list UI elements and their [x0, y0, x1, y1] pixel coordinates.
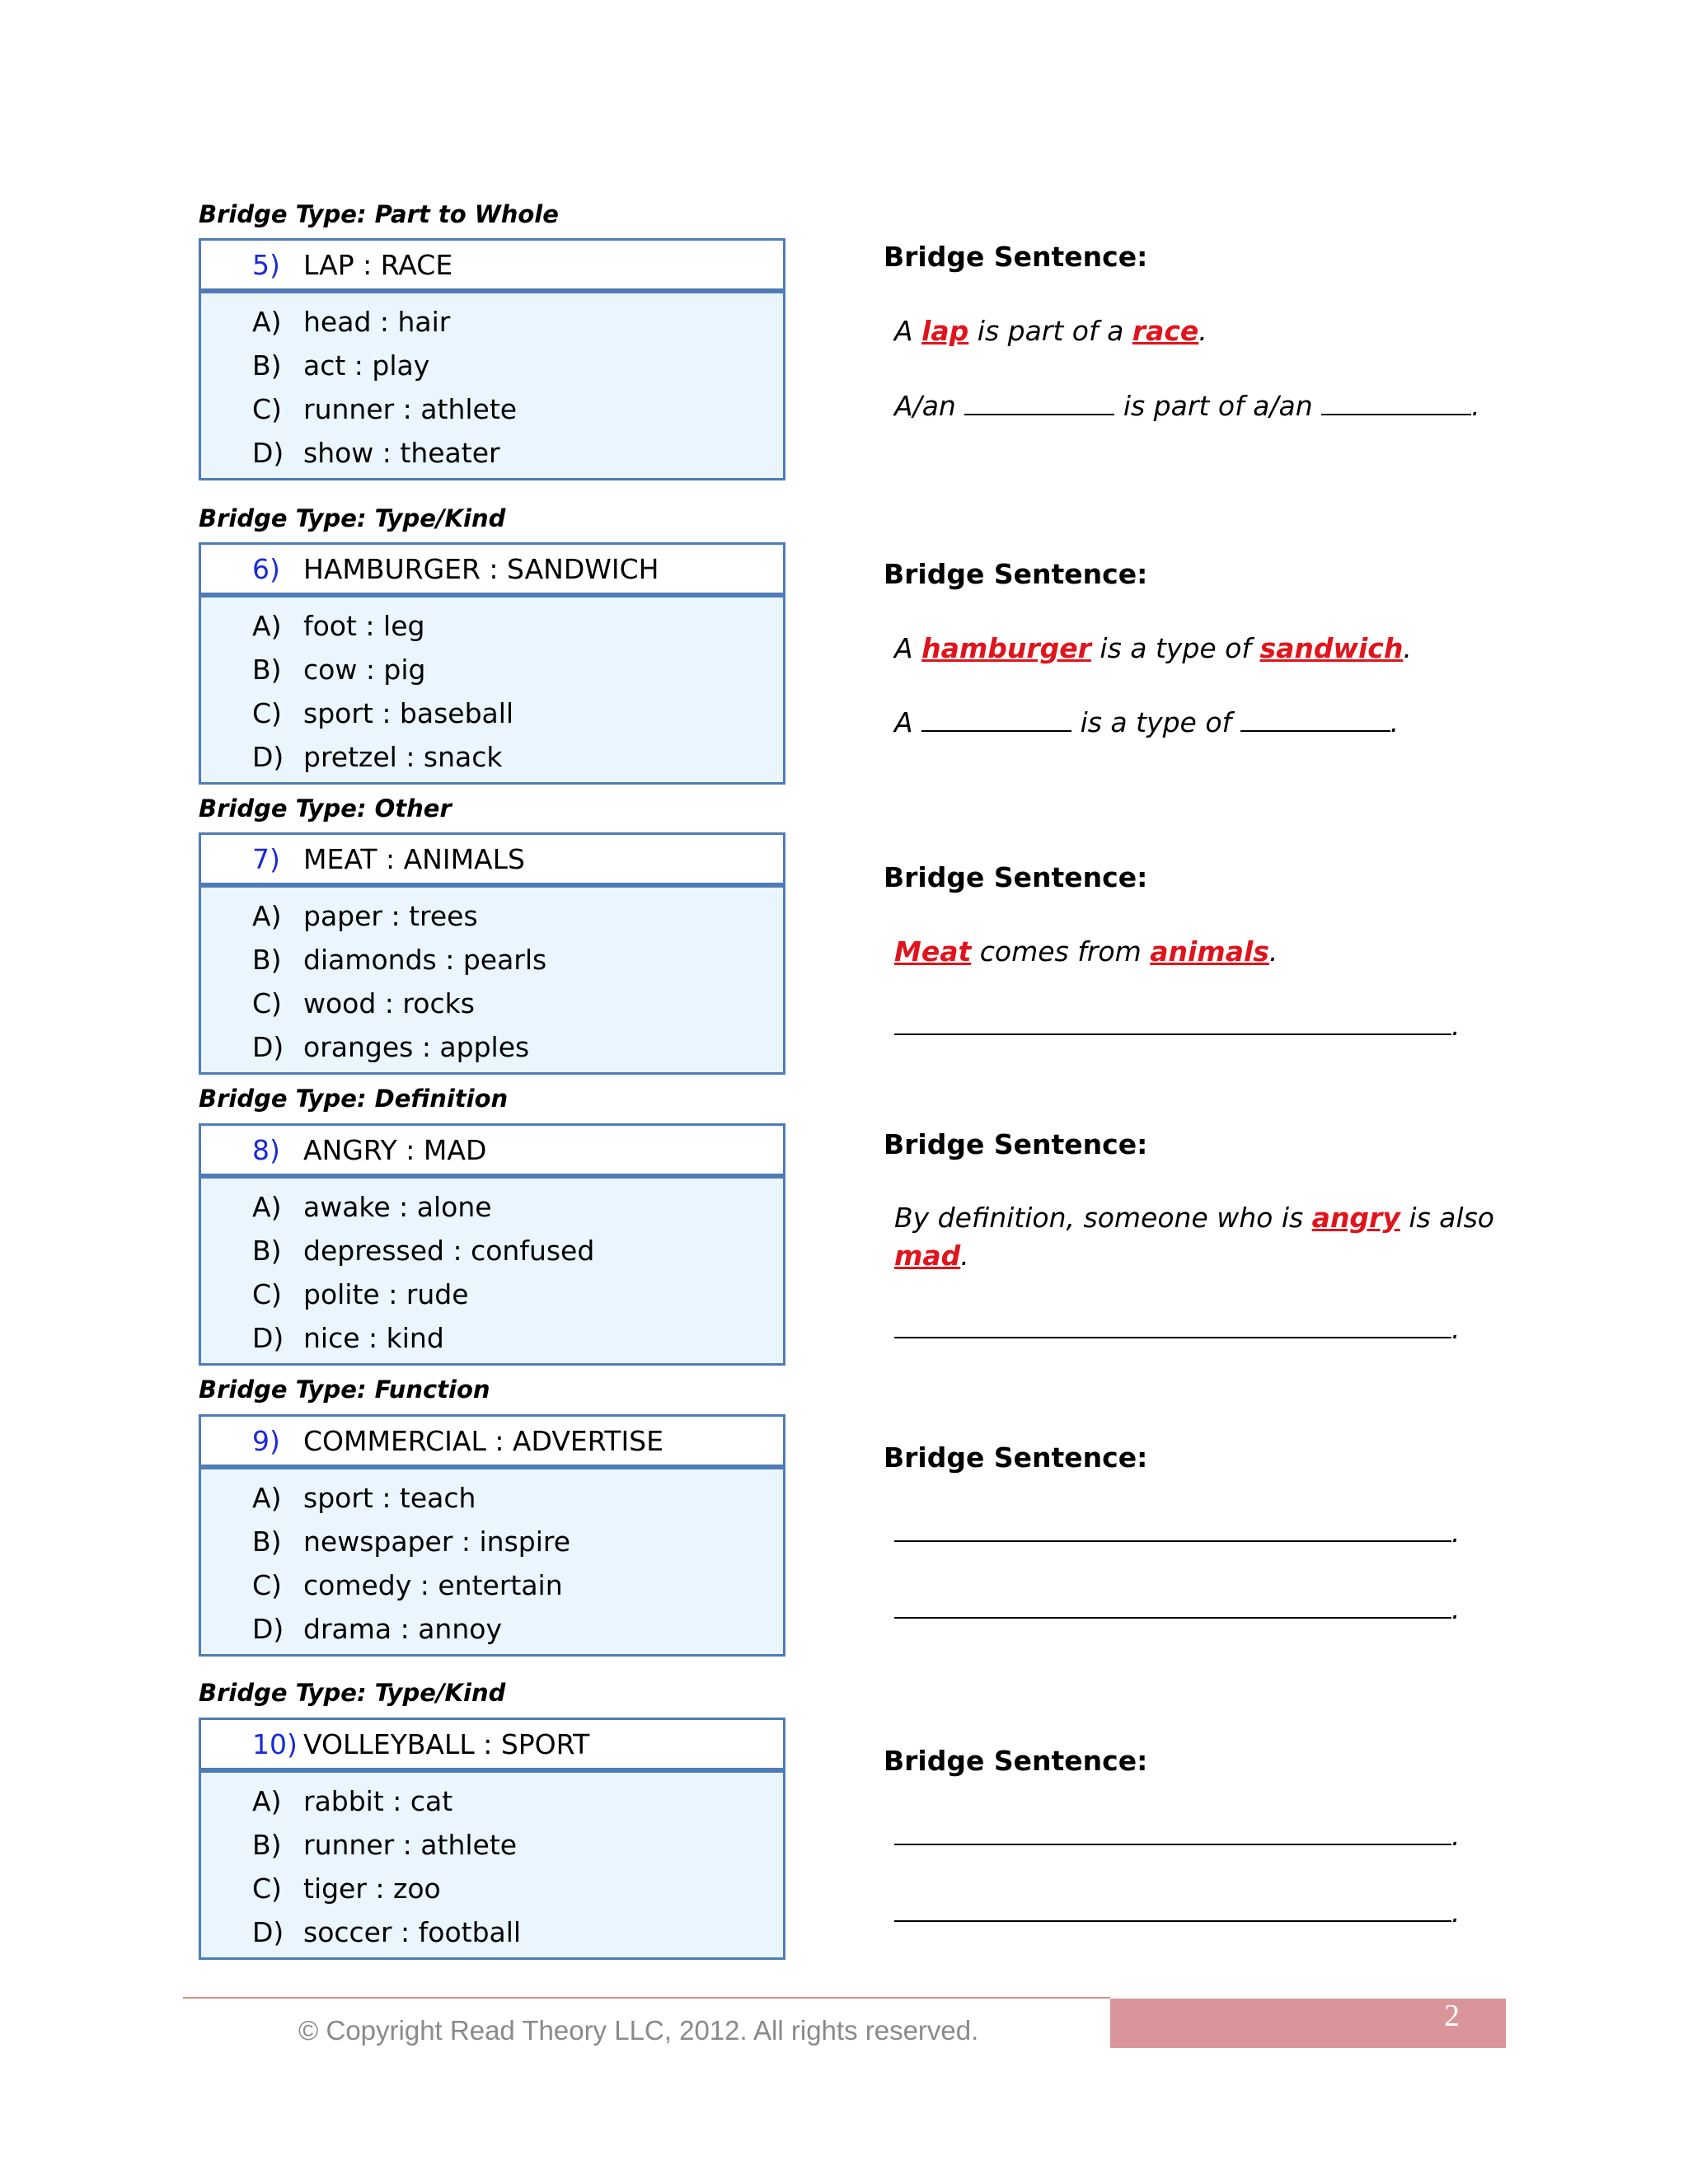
- option-text: runner : athlete: [303, 393, 518, 425]
- answer-option: [201, 344, 783, 387]
- analogy-stem: [201, 1720, 783, 1773]
- sentence-text: .: [1451, 1516, 1461, 1549]
- bridge-sentence-template: [894, 1819, 1461, 1852]
- option-text: awake : alone: [303, 1191, 492, 1223]
- analogy-box: [199, 1718, 785, 1960]
- option-letter: D): [252, 1322, 284, 1354]
- answer-option: [201, 1867, 783, 1910]
- option-letter: D): [252, 1916, 284, 1948]
- option-letter: C): [252, 1569, 282, 1601]
- bridge-sentence-heading: Bridge Sentence:: [884, 241, 1148, 273]
- answer-option: [201, 1779, 783, 1823]
- sentence-text: is part of a: [968, 315, 1132, 347]
- answer-option: [201, 1823, 783, 1867]
- bridge-sentence-example: [894, 1202, 1494, 1234]
- option-text: rabbit : cat: [303, 1785, 453, 1817]
- option-text: act : play: [303, 349, 430, 382]
- stem-pair: LAP : RACE: [303, 248, 453, 281]
- option-letter: B): [252, 1526, 282, 1558]
- option-text: cow : pig: [303, 654, 426, 686]
- sentence-text: is part of a/an: [1114, 390, 1322, 422]
- keyword: hamburger: [921, 632, 1091, 664]
- analogy-box: [199, 1123, 785, 1366]
- answer-option: [201, 1563, 783, 1607]
- option-text: nice : kind: [303, 1322, 444, 1354]
- answer-blank[interactable]: [894, 1009, 1451, 1035]
- answer-option: [201, 1025, 783, 1069]
- answer-blank[interactable]: [921, 707, 1071, 732]
- bridge-sentence-example: [894, 315, 1207, 347]
- bridge-sentence-template: [894, 1896, 1461, 1929]
- sentence-text: .: [1198, 315, 1207, 347]
- option-letter: C): [252, 1872, 282, 1905]
- bridge-type-label: Bridge Type: Part to Whole: [199, 200, 559, 228]
- bridge-sentence-template: [894, 1592, 1461, 1625]
- option-text: show : theater: [303, 437, 500, 469]
- question-number: 7): [252, 842, 280, 875]
- option-text: head : hair: [303, 306, 451, 338]
- copyright-notice: © Copyright Read Theory LLC, 2012. All rights reserved.: [298, 2015, 979, 2046]
- keyword: race: [1132, 315, 1199, 347]
- sentence-text: A: [894, 315, 922, 347]
- bridge-sentence-example: [894, 935, 1278, 968]
- answer-option: [201, 1476, 783, 1520]
- answer-option: [201, 735, 783, 779]
- option-text: runner : athlete: [303, 1829, 518, 1861]
- answer-option: [201, 1185, 783, 1229]
- analogy-box: [199, 1414, 785, 1657]
- option-letter: C): [252, 987, 282, 1019]
- option-letter: B): [252, 349, 282, 382]
- bridge-sentence-heading: Bridge Sentence:: [884, 558, 1148, 590]
- option-text: sport : teach: [303, 1482, 476, 1514]
- option-text: soccer : football: [303, 1916, 522, 1948]
- answer-option: [201, 1520, 783, 1563]
- keyword: animals: [1150, 935, 1269, 968]
- bridge-type-label: Bridge Type: Definition: [199, 1085, 509, 1113]
- stem-pair: MEAT : ANIMALS: [303, 842, 525, 875]
- answer-blank[interactable]: [894, 1516, 1451, 1542]
- answer-blank[interactable]: [1321, 391, 1471, 415]
- answer-option: [201, 894, 783, 938]
- bridge-type-label: Bridge Type: Function: [199, 1376, 490, 1404]
- option-letter: D): [252, 437, 284, 469]
- bridge-sentence-template: [894, 1516, 1461, 1549]
- answer-blank[interactable]: [964, 391, 1114, 415]
- option-text: diamonds : pearls: [303, 944, 547, 976]
- bridge-sentence-example: [894, 632, 1412, 664]
- question-number: 6): [252, 552, 280, 585]
- answer-option: [201, 1229, 783, 1272]
- option-letter: A): [252, 1785, 282, 1817]
- analogy-stem: [201, 241, 783, 293]
- sentence-text: is a type of: [1090, 632, 1260, 664]
- bridge-sentence-heading: Bridge Sentence:: [884, 1441, 1148, 1474]
- sentence-text: comes from: [971, 935, 1151, 968]
- answer-option: [201, 604, 783, 648]
- option-text: wood : rocks: [303, 987, 475, 1019]
- bridge-sentence-heading: Bridge Sentence:: [884, 861, 1148, 893]
- page-number: 2: [1444, 1999, 1460, 2033]
- option-text: comedy : entertain: [303, 1569, 563, 1601]
- option-letter: A): [252, 610, 282, 642]
- option-text: depressed : confused: [303, 1235, 595, 1267]
- answer-option: [201, 982, 783, 1025]
- sentence-text: .: [1268, 935, 1278, 968]
- answer-option: [201, 1272, 783, 1316]
- sentence-text: .: [1451, 1896, 1461, 1929]
- stem-pair: COMMERCIAL : ADVERTISE: [303, 1424, 663, 1457]
- answer-blank[interactable]: [894, 1819, 1451, 1845]
- analogy-stem: [201, 1126, 783, 1179]
- option-text: sport : baseball: [303, 697, 514, 729]
- answer-option: [201, 938, 783, 982]
- keyword: lap: [921, 315, 969, 347]
- answer-blank[interactable]: [894, 1592, 1451, 1619]
- answer-blank[interactable]: [894, 1896, 1451, 1922]
- bridge-sentence-template: [894, 706, 1399, 738]
- sentence-text: .: [1403, 632, 1412, 664]
- option-text: oranges : apples: [303, 1031, 530, 1063]
- question-number: 10): [252, 1727, 298, 1760]
- option-letter: A): [252, 306, 282, 338]
- analogy-box: [199, 542, 785, 785]
- keyword: sandwich: [1259, 632, 1404, 664]
- analogy-box: [199, 238, 785, 480]
- option-text: newspaper : inspire: [303, 1526, 571, 1558]
- option-letter: A): [252, 1191, 282, 1223]
- answer-blank[interactable]: [894, 1312, 1451, 1338]
- sentence-text: .: [1451, 1820, 1461, 1852]
- answer-option: [201, 431, 783, 475]
- answer-option: [201, 387, 783, 431]
- option-letter: D): [252, 1613, 284, 1645]
- sentence-text: .: [1390, 706, 1400, 738]
- option-text: pretzel : snack: [303, 741, 503, 773]
- sentence-text: A: [894, 632, 922, 664]
- sentence-text: is a type of: [1071, 706, 1240, 738]
- answer-option: [201, 648, 783, 691]
- keyword: Meat: [894, 935, 972, 968]
- answer-option: [201, 1607, 783, 1651]
- analogy-stem: [201, 1417, 783, 1469]
- option-text: foot : leg: [303, 610, 425, 642]
- sentence-text: .: [1451, 1593, 1461, 1625]
- answer-option: [201, 300, 783, 344]
- answer-option: [201, 1910, 783, 1954]
- bridge-sentence-template: [894, 1009, 1461, 1042]
- bridge-sentence-heading: Bridge Sentence:: [884, 1128, 1148, 1160]
- bridge-type-label: Bridge Type: Type/Kind: [199, 504, 506, 532]
- analogy-box: [199, 832, 785, 1075]
- answer-option: [201, 1316, 783, 1360]
- option-letter: C): [252, 393, 282, 425]
- option-text: polite : rude: [303, 1278, 469, 1310]
- sentence-text: is also: [1400, 1202, 1494, 1234]
- option-letter: C): [252, 697, 282, 729]
- stem-pair: HAMBURGER : SANDWICH: [303, 552, 659, 585]
- sentence-text: .: [960, 1240, 969, 1272]
- option-letter: A): [252, 900, 282, 932]
- option-letter: D): [252, 741, 284, 773]
- stem-pair: ANGRY : MAD: [303, 1133, 487, 1166]
- answer-option: [201, 691, 783, 735]
- bridge-sentence-template: [894, 1312, 1461, 1345]
- option-letter: D): [252, 1031, 284, 1063]
- sentence-text: .: [1451, 1010, 1461, 1042]
- analogy-stem: [201, 835, 783, 888]
- keyword: mad: [894, 1240, 961, 1272]
- option-letter: B): [252, 944, 282, 976]
- stem-pair: VOLLEYBALL : SPORT: [303, 1727, 590, 1760]
- answer-blank[interactable]: [1240, 707, 1390, 732]
- sentence-text: By definition, someone who is: [894, 1202, 1312, 1234]
- option-text: tiger : zoo: [303, 1872, 441, 1905]
- question-number: 9): [252, 1424, 280, 1457]
- sentence-text: .: [1471, 390, 1480, 422]
- option-letter: B): [252, 1235, 282, 1267]
- bridge-type-label: Bridge Type: Type/Kind: [199, 1679, 506, 1707]
- footer-divider: [183, 1997, 1110, 1999]
- option-letter: C): [252, 1278, 282, 1310]
- bridge-type-label: Bridge Type: Other: [199, 794, 452, 823]
- question-number: 5): [252, 248, 280, 281]
- bridge-sentence-heading: Bridge Sentence:: [884, 1745, 1148, 1777]
- option-text: paper : trees: [303, 900, 478, 932]
- keyword: angry: [1311, 1202, 1400, 1234]
- analogy-stem: [201, 545, 783, 598]
- option-letter: B): [252, 1829, 282, 1861]
- bridge-sentence-template: [894, 390, 1480, 422]
- option-letter: A): [252, 1482, 282, 1514]
- option-text: drama : annoy: [303, 1613, 502, 1645]
- option-letter: B): [252, 654, 282, 686]
- sentence-text: A: [894, 706, 922, 738]
- bridge-sentence-example-cont: [894, 1240, 969, 1272]
- question-number: 8): [252, 1133, 280, 1166]
- sentence-text: .: [1451, 1313, 1461, 1345]
- sentence-text: A/an: [894, 390, 965, 422]
